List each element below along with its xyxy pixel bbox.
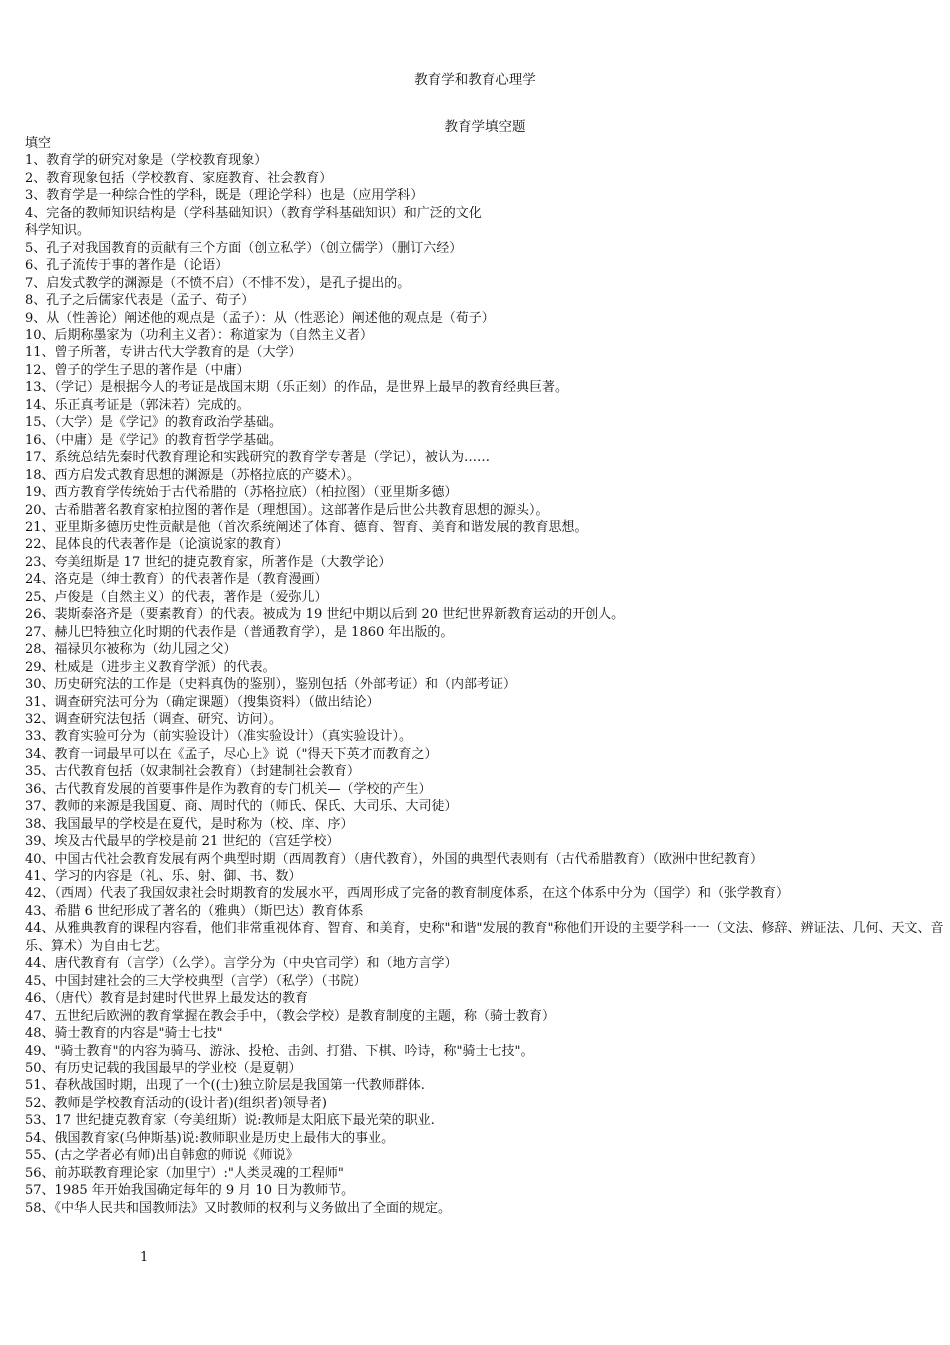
question-line: 6、孔子流传于事的著作是（论语） (25, 258, 229, 274)
question-line: 55、(古之学者必有师)出自韩愈的师说《师说》 (25, 1148, 299, 1164)
question-line: 19、西方教育学传统始于古代希腊的（苏格拉底）（柏拉图）（亚里斯多德） (25, 485, 458, 501)
question-line: 4、完备的教师知识结构是（学科基础知识）（教育学科基础知识）和广泛的文化 (25, 205, 482, 221)
question-line: 44、唐代教育有（言学）（么学）。言学分为（中央官司学）和（地方言学） (25, 956, 458, 972)
question-list (25, 152, 945, 1217)
question-line: 34、教育一词最早可以在《孟子，尽心上》说（"得天下英才而教育之） (25, 746, 438, 762)
question-line: 13、（学记）是根据今人的考证是战国末期（乐正刻）的作品，是世界上最早的教育经典巨著。 (25, 380, 569, 396)
question-line: 54、俄国教育家(乌伸斯基)说:教师职业是历史上最伟大的事业。 (25, 1130, 395, 1146)
question-line: 45、中国封建社会的三大学校典型（言学）（私学）（书院） (25, 973, 367, 989)
question-line: 51、春秋战国时期，出现了一个((士)独立阶层是我国第一代教师群体. (25, 1078, 425, 1094)
question-line: 20、古希腊著名教育家柏拉图的著作是（理想国）。这部著作是后世公共教育思想的源头）。 (25, 502, 549, 518)
question-line: 28、福禄贝尔被称为（幼儿园之父） (25, 642, 237, 658)
question-line: 9、从（性善论）阐述他的观点是（孟子）：从（性恶论）阐述他的观点是（荀子） (25, 310, 495, 326)
question-line: 49、"骑士教育"的内容为骑马、游泳、投枪、击剑、打猎、下棋、吟诗，称"骑士七技"。 (25, 1043, 534, 1059)
question-line: 15、（大学）是《学记》的教育政治学基础。 (25, 415, 283, 431)
question-line: 42、（西周）代表了我国奴隶社会时期教育的发展水平，西周形成了完备的教育制度体系，在这个体系中分为（国学）和（张学教育） (25, 886, 790, 902)
question-line: 3、教育学是一种综合性的学科，既是（理论学科）也是（应用学科） (25, 188, 424, 204)
page-title: 教育学和教育心理学 (414, 72, 536, 88)
question-line: 12、曾子的学生子思的著作是（中庸） (25, 362, 250, 378)
question-line: 25、卢俊是（自然主义）的代表，著作是（爱弥儿） (25, 589, 328, 605)
question-line: 24、洛克是（绅士教育）的代表著作是（教育漫画） (25, 572, 328, 588)
question-line: 39、埃及古代最早的学校是前 21 世纪的（宫廷学校） (25, 834, 340, 850)
question-line: 16、（中庸）是《学记》的教育哲学学基础。 (25, 432, 283, 448)
question-line: 1、教育学的研究对象是（学校教育现象） (25, 153, 268, 169)
question-line: 科学知识。 (25, 223, 91, 239)
question-line: 53、17 世纪捷克教育家（夸美纽斯）说:教师是太阳底下最光荣的职业. (25, 1113, 435, 1129)
question-line: 47、五世纪后欧洲的教育掌握在教会手中，（教会学校）是教育制度的主题，称（骑士教育） (25, 1008, 556, 1024)
question-line: 10、后期称墨家为（功利主义者）：称道家为（自然主义者） (25, 327, 374, 343)
section-title: 教育学填空题 (444, 119, 526, 135)
question-line: 32、调查研究法包括（调查、研究、访问）。 (25, 711, 283, 727)
question-line: 29、杜威是（进步主义教育学派）的代表。 (25, 659, 276, 675)
question-line: 44、从雅典教育的课程内容看，他们非常重视体育、智育、和美育，史称"和谐"发展的教育"称他们开设的主要学科一一（文法、修辞、辨证法、几何、天文、音乐、算术）为自由七艺。 (25, 921, 944, 954)
question-line: 46、（唐代）教育是封建时代世界上最发达的教育 (25, 991, 309, 1007)
question-line: 36、古代教育发展的首要事件是作为教育的专门机关—（学校的产生） (25, 781, 432, 797)
question-line: 57、1985 年开始我国确定每年的 9 月 10 日为教师节。 (25, 1183, 355, 1199)
question-line: 5、孔子对我国教育的贡献有三个方面（创立私学）（创立儒学）（删订六经） (25, 240, 463, 256)
question-line: 35、古代教育包括（奴隶制社会教育）（封建制社会教育） (25, 764, 361, 780)
question-line: 50、有历史记载的我国最早的学业校（是夏朝） (25, 1061, 302, 1077)
question-line: 17、系统总结先秦时代教育理论和实践研究的教育学专著是（学记），被认为…… (25, 450, 491, 466)
page-number: 1 (140, 1250, 149, 1265)
question-line: 56、前苏联教育理论家（加里宁）:"人类灵魂的工程师" (25, 1165, 344, 1181)
question-line: 18、西方启发式教育思想的渊源是（苏格拉底的产婆术）。 (25, 467, 361, 483)
question-line: 38、我国最早的学校是在夏代，是时称为（校、庠、序） (25, 816, 354, 832)
question-line: 7、启发式教学的渊源是（不愤不启）（不悱不发），是孔子提出的。 (25, 275, 411, 291)
question-line: 31、调查研究法可分为（确定课题）（搜集资料）（做出结论） (25, 694, 380, 710)
document-body (25, 135, 945, 1217)
question-line: 8、孔子之后儒家代表是（孟子、荀子） (25, 293, 255, 309)
fill-in-label: 填空 (25, 136, 52, 151)
question-line: 26、裴斯泰洛齐是（要素教育）的代表。被成为 19 世纪中期以后到 20 世纪世界新教育运动的开创人。 (25, 607, 625, 623)
question-line: 58、《中华人民共和国教师法》又时教师的权利与义务做出了全面的规定。 (25, 1200, 452, 1216)
question-line: 40、中国古代社会教育发展有两个典型时期（西周教育）（唐代教育），外国的典型代表则有（古代希腊教育）（欧洲中世纪教育） (25, 851, 764, 867)
question-line: 2、教育现象包括（学校教育、家庭教育、社会教育） (25, 170, 333, 186)
question-line: 37、教师的来源是我国夏、商、周时代的（师氏、保氏、大司乐、大司徒） (25, 799, 458, 815)
question-line: 48、骑士教育的内容是"骑士七技" (25, 1026, 223, 1042)
question-line: 11、曾子所著，专讲古代大学教育的是（大学） (25, 345, 302, 361)
question-line: 23、夸美纽斯是 17 世纪的捷克教育家，所著作是（大教学论） (25, 554, 392, 570)
question-line: 43、希腊 6 世纪形成了著名的（雅典）（斯巴达）教育体系 (25, 903, 364, 919)
question-line: 14、乐正真考证是（郭沫若）完成的。 (25, 397, 250, 413)
question-line: 41、学习的内容是（礼、乐、射、御、书、数） (25, 869, 302, 885)
question-line: 30、历史研究法的工作是（史料真伪的鉴别），鉴别包括（外部考证）和（内部考证） (25, 677, 517, 693)
question-line: 27、赫儿巴特独立化时期的代表作是（普通教育学），是 1860 年出版的。 (25, 624, 454, 640)
question-line: 21、亚里斯多德历史性贡献是他（首次系统阐述了体育、德育、智育、美育和谐发展的教育思想。 (25, 519, 588, 535)
question-line: 22、昆体良的代表著作是（论演说家的教育） (25, 537, 289, 553)
question-line: 52、教师是学校教育活动的(设计者)(组织者)领导者) (25, 1095, 327, 1111)
question-line: 33、教育实验可分为（前实验设计）（准实验设计）（真实验设计）。 (25, 729, 413, 745)
